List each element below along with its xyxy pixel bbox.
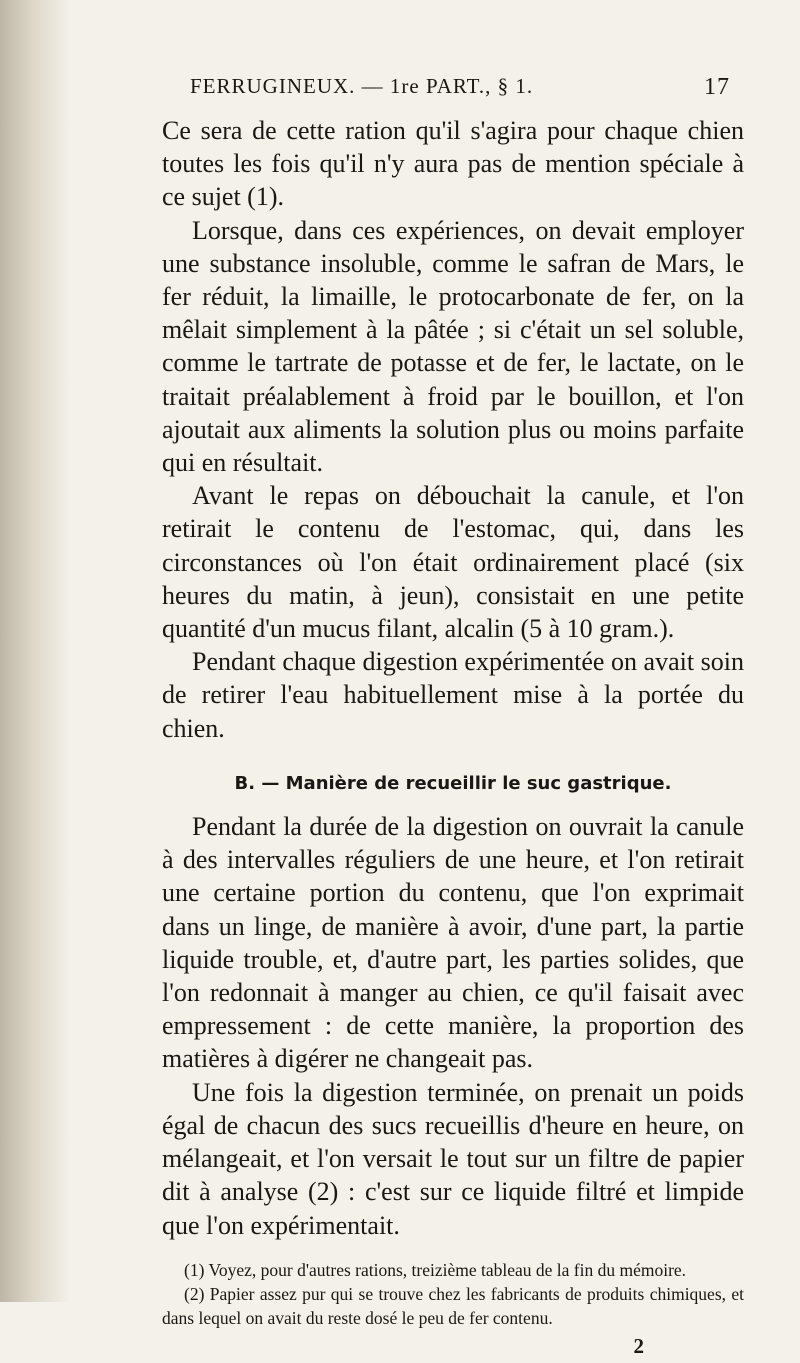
paragraph: Ce sera de cette ration qu'il s'agira pour chaque chien toutes les fois qu'il n'y aura pas de mention spéciale à ce sujet (1). [162, 116, 744, 212]
page-edge [0, 0, 70, 1302]
running-title: FERRUGINEUX. — 1re PART., § 1. [190, 74, 534, 98]
paragraph: Lorsque, dans ces expériences, on devait employer une substance insoluble, comme le safran de Mars, le fer réduit, la limaille, le protocarbonate de fer, on la mêlait simplement à la pâtée ; si c'était un sel soluble, comme le tartrate de potasse et de fer, le lactate, on le traitait préalablement à froid par le bouillon, et l'on ajoutait aux aliments la solution plus ou moins parfaite qui en résultait. [162, 215, 744, 478]
signature-mark: 2 [633, 1333, 644, 1358]
footnote: (1) Voyez, pour d'autres rations, treizième tableau de la fin du mémoire. [184, 1259, 687, 1280]
section-heading: B. — Manière de recueillir le suc gastrique. [234, 772, 672, 794]
footnotes [162, 1258, 744, 1330]
book-page [70, 0, 800, 1358]
paragraph: Une fois la digestion terminée, on prenait un poids égal de chacun des sucs recueillis d'heure en heure, on mélangeait, et l'on versait le tout sur un filtre de papier dit à analyse (2) : c'est sur ce liquide filtré et limpide que l'on expérimentait. [162, 1077, 744, 1240]
paragraph: Pendant la durée de la digestion on ouvrait la canule à des intervalles réguliers de une heure, et l'on retirait une certaine portion du contenu, que l'on exprimait dans un linge, de manière à avoir, d'une part, la partie liquide trouble, et, d'autre part, les parties solides, que l'on redonnait à manger au chien, ce qu'il faisait avec empressement : de cette manière, la proportion des matières à digérer ne changeait pas. [162, 812, 744, 1074]
paragraph: Avant le repas on débouchait la canule, et l'on retirait le contenu de l'estomac, qui, dans les circonstances où l'on était ordinairement placé (six heures du matin, à jeun), consistait en une petite quantité d'un mucus filant, alcalin (5 à 10 gram.). [162, 481, 744, 644]
page-number: 17 [704, 74, 730, 100]
paragraph: Pendant chaque digestion expérimentée on avait soin de retirer l'eau habituellement mise à la portée du chien. [162, 647, 744, 743]
page-body [162, 114, 744, 1363]
footnote: (2) Papier assez pur qui se trouve chez les fabricants de produits chimiques, et dans lequel on avait du reste dosé le peu de fer contenu. [162, 1283, 744, 1328]
